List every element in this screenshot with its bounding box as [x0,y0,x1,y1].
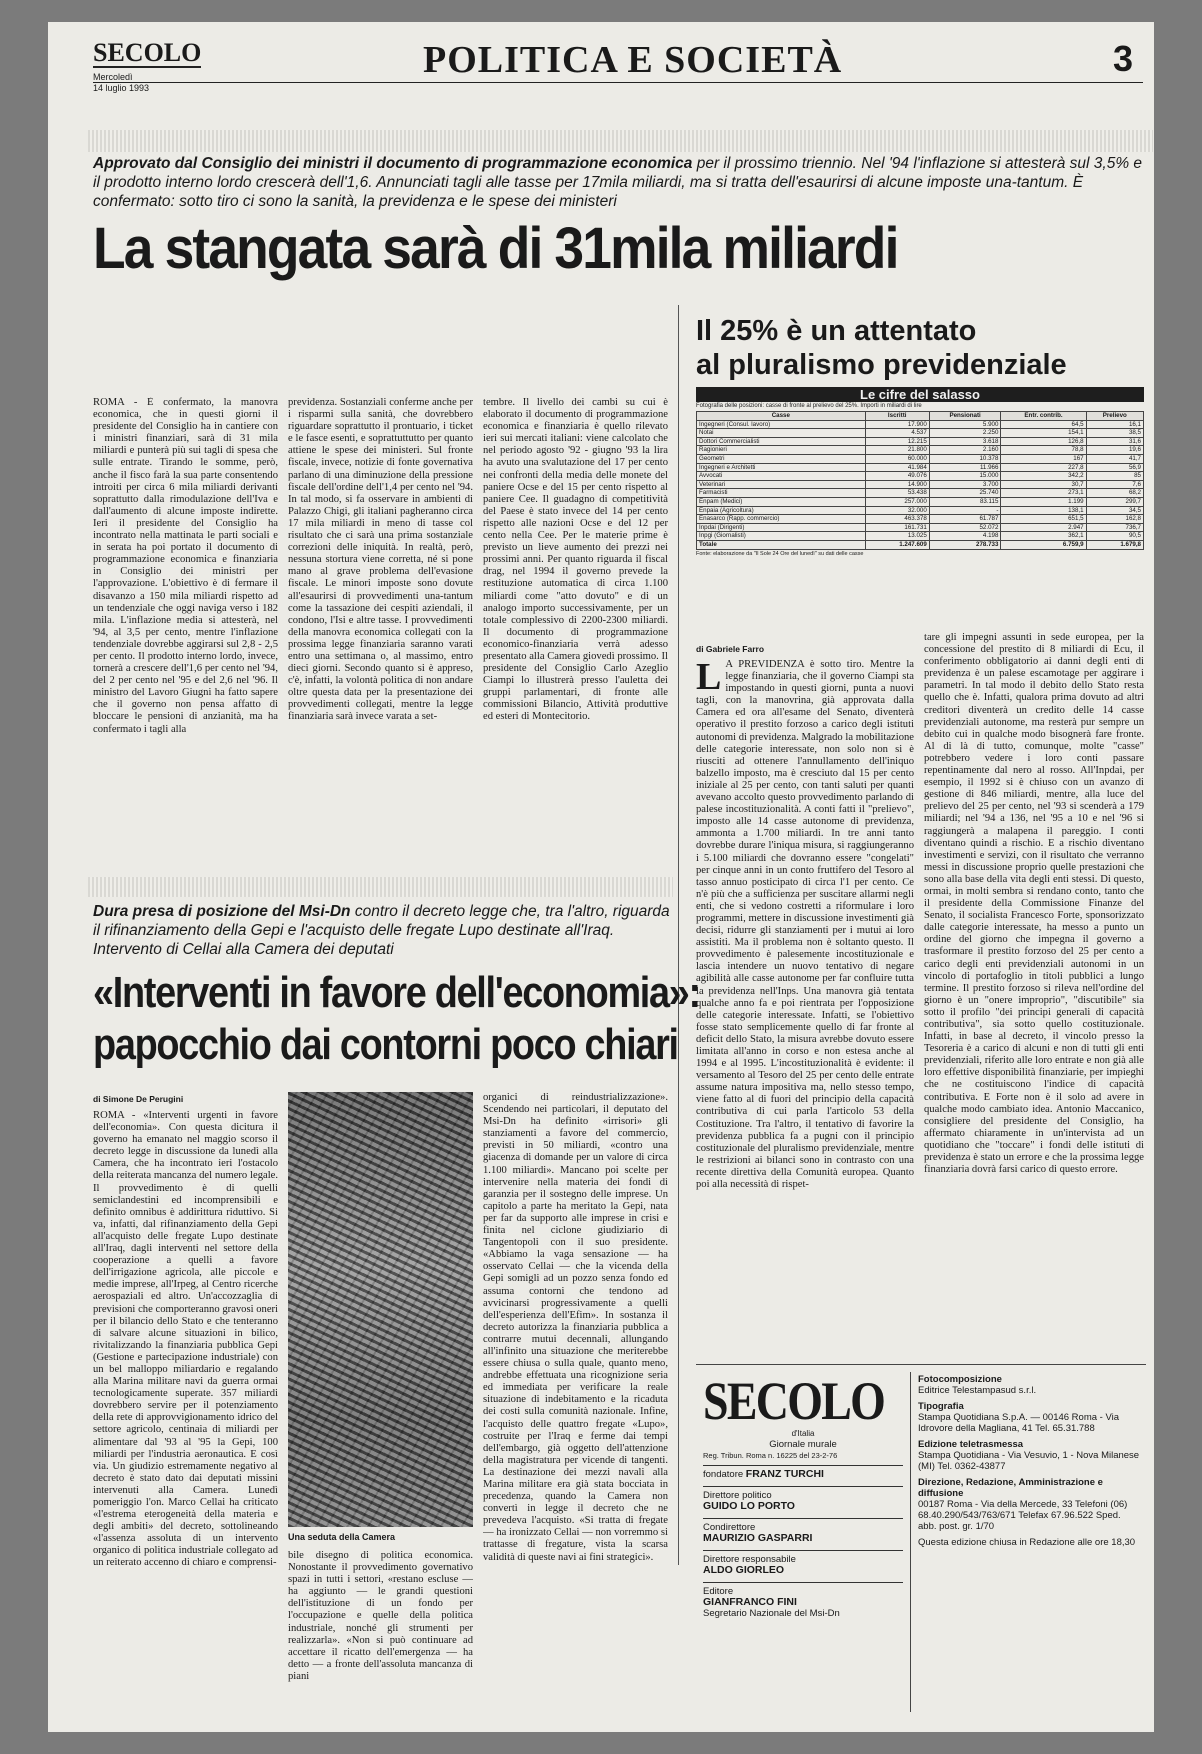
dir-resp-name: ALDO GIORLEO [703,1564,785,1576]
colophon-entry-text: Editrice Telestampasud s.r.l. [918,1385,1037,1396]
table-row [697,489,1144,498]
table-header-row [697,412,1144,421]
article3-byline: di Simone De Perugini [93,1094,184,1104]
table-row [697,532,1144,541]
article2-headline-line1: Il 25% è un attentato [696,315,977,347]
table-cell: Ragionieri [697,446,866,455]
table-header-cell: Iscritti [865,412,929,421]
article1-column-2 [288,397,473,863]
article1-col2-text: previdenza. Sostanziali conferme anche per i risparmi sulla sanità, che dovrebbero riguardare soprattutto il prontuario, i ticket e le fasce esenti, e soprattuttutto per quanto attiene le spese dei ministeri. Sul fronte fiscale, invece, notizie di fonte governativa parlano di una diminuzione della pressione fiscale dell'ordine dell'1,4 per cento nel '94. In tal modo, si fa osservare in ambienti di Palazzo Chigi, gli italiani pagheranno circa 17 mila miliardi in meno di tasse col risultato che ci sarà una prima sostanziale correzioni delle iniquità. In realtà, però, nessuna stortura viene corretta, né si pone mano al grave problema dell'evasione fiscale. Le minori imposte sono dovute all'esaurirsi di provvedimenti una-tantum come la tassazione dei cespiti aziendali, il condono, l'Isi e altre tasse. I provvedimenti della manovra economica collegati con la prossima legge finanziaria saranno varati entro una settimana o, al massimo, entro dieci giorni. Secondo quanto si è appreso, c'è, infatti, la volontà politica di non andare oltre questa data per la presentazione dei provvedimenti collegati, mentre la legge finanziaria sarà invece varata a set- [288,397,473,723]
article3-headline [93,967,700,1071]
table-row [697,480,1144,489]
colophon-entry-heading: Direzione, Redazione, Amministrazione e diffusione [918,1477,1103,1499]
table-cell: Veterinari [697,480,866,489]
table-row [697,506,1144,515]
article3-column-1 [93,1110,278,1710]
table-row [697,420,1144,429]
table-cell: 3.618 [929,437,1001,446]
founder-label: fondatore [703,1469,744,1480]
table-cell: 278.733 [929,540,1001,549]
table-cell: 736,7 [1086,523,1143,532]
editor-role: Segretario Nazionale del Msi-Dn [703,1608,840,1619]
section-title: POLITICA E SOCIETÀ [423,39,843,81]
top-band [88,130,1153,152]
table-cell: 126,8 [1001,437,1086,446]
table-cell: 14.900 [865,480,929,489]
table-cell: 227,8 [1001,463,1086,472]
table-cell: 25.740 [929,489,1001,498]
table-cell: 2.160 [929,446,1001,455]
table-cell: 138,1 [1001,506,1086,515]
article3-lead [93,902,673,959]
table-cell: 7,6 [1086,480,1143,489]
colophon-rule [696,1364,1146,1365]
table-cell: 60.000 [865,454,929,463]
table-cell: 15.000 [929,472,1001,481]
colophon-entry-text: Questa edizione chiusa in Redazione alle ore 18,30 [918,1537,1136,1548]
article3-headline-line2: papocchio dai contorni poco chiari [93,1020,678,1069]
article3-lead-rest: contro il decreto legge che, tra l'altro, riguarda il rifinanziamento della Gepi e l'acquisto delle fregate Lupo destinate all'Iraq. Intervento di Cellai alla Camera dei deputati [93,903,670,958]
footer-condir [703,1518,903,1544]
article1-column-1 [93,397,278,863]
table-cell: Inpdai (Dirigenti) [697,523,866,532]
table-row [697,463,1144,472]
table-cell: 3.700 [929,480,1001,489]
salasso-table [696,411,1144,550]
article1-headline: La stangata sarà di 31mila miliardi [93,216,898,281]
article1-column-3 [483,397,668,863]
table-cell: 6.759,9 [1001,540,1086,549]
table-cell: - [929,506,1001,515]
colophon-entry [918,1401,1140,1434]
footer-editor [703,1582,903,1619]
masthead-date [93,72,149,94]
table-cell: 34,5 [1086,506,1143,515]
footer-dir-pol [703,1486,903,1512]
table-row [697,446,1144,455]
table-cell: Notai [697,429,866,438]
article1-col1-text: ROMA - È confermato, la manovra economica, che in questi giorni il presidente del Consiglio ha in cantiere con i ministri finanziari, sarà di 31 mila miliardi e punterà più sui tagli di spesa che sulle entrate. Tirando le somme, però, anche il fisco farà la sua parte consentendo introiti per circa 6 mila miliardi derivanti soprattutto dalla rimodulazione dell'Iva e dall'aumento di alcune imposte indirette. Ieri il presidente del Consiglio ha incontrato nella mattinata le parti sociali e in serata ha poi portato il documento di programmazione economica e finanziaria in Consiglio dei ministri per l'approvazione. L'obiettivo è di fermare il disavanzo a 150 mila miliardi rispetto ad un tendenziale che oggi naviga verso i 182 mila. L'inflazione media si attesterà, nel '94, al 3,5 per cento, mentre l'inflazione tendenziale dovrebbe aggirarsi sul 2,8 - 2,5 per cento. Il prodotto interno lordo, invece, tornerà a crescere dell'1,6 per cento nel '94, del 2 per cento nel '95 e del 2,6 nel '96. Il ministro del Lavoro Giugni ha fatto sapere che il governo non pensa affatto di bloccare le pensioni di anzianità, ma ha confermato i tagli alla [93,397,278,735]
table-cell: 11.966 [929,463,1001,472]
table-cell: 78,8 [1001,446,1086,455]
colophon-entry-text: 00187 Roma - Via della Mercede, 33 Telefoni (06) 68.40.290/543/763/671 Telefax 67.96.522 Sped. abb. post. gr. 1/70 [918,1499,1128,1532]
article2-byline: di Gabriele Farro [696,644,765,654]
table-cell: 1.247.609 [865,540,929,549]
table-cell: 49.076 [865,472,929,481]
article2-col1-text: A PREVIDENZA è sotto tiro. Mentre la legge finanziaria, che il governo Ciampi sta impostando in questi giorni, punta a nuovi tagli, con la manovrina, già approvata dalla Camera ed ora all'esame del Senato, diventerà operativo il prestito forzoso a carico degli istituti autonomi di previdenza. Malgrado la mobilitazione delle categorie interessate, non solo non si è riusciti ad ottenere l'annullamento dell'iniquo balzello imposto, ma è cresciuto dal 15 per cento iniziale al 25 per cento, con tanti saluti per quanti avevano accolto questo provvedimento parlando di palese incostituzionalità. A conti fatti il "prelievo", imposto alle 14 casse autonome di previdenza, ammonta a 1.700 miliardi. In tre anni tanto dovrebbe durare l'iniqua misura, si raggiungeranno i 5.100 miliardi che dovranno essere "congelati" per cinque anni in un conto fruttifero del Tesoro al tasso annuo posticipato di circa l'1 per cento. Ce n'è più che a sufficienza per suscitare allarmi negli enti, che si vedono costretti a riformulare i loro programmi, mettere in discussione investimenti già decisi, ridurre gli stanziamenti per i mutui ai loro assistiti. Ma il problema non è soltanto questo. Il provvedimento è palesemente incostituzionale e lascia intendere un nuovo tentativo di negare agibilità alle casse autonome per far confluire tutta la previdenza nell'Inps. Una manovra già tentata qualche anno fa e poi rientrata per l'opposizione delle categorie interessate. Infatti, se l'obiettivo fosse stato semplicemente quello di far fronte al deficit dello Stato, la misura avrebbe dovuto essere limitata all'anno in corso e non estesa anche al 1994 e al 1995. L'incostituzionalità è evidente: il versamento al Tesoro del 25 per cento delle entrate assume natura impositiva ma, nello stesso tempo, viene fatto al di fuori del principio della capacità contributiva di cui parla l'articolo 53 della Costituzione. Tra l'altro, il tentativo di favorire la previdenza pubblica fa a pugni con il principio costituzionale del pluralismo previdenziale, mentre le restrizioni ai bilanci sono in contrasto con una recente direttiva della Comunità europea. Quanto poi alla necessità di rispet- [696,659,914,1191]
footer-reg: Reg. Tribun. Roma n. 16225 del 23-2-76 [703,1451,838,1460]
table-cell: 651,5 [1001,515,1086,524]
dir-pol-label: Direttore politico [703,1490,772,1501]
footer-dir-resp [703,1550,903,1576]
table-cell: 38,5 [1086,429,1143,438]
table-cell: Geometri [697,454,866,463]
colophon-entry-heading: Edizione teletrasmessa [918,1439,1024,1450]
table-cell: 83.115 [929,497,1001,506]
table-cell: 12.215 [865,437,929,446]
dropcap: L [696,659,722,698]
masthead-logo: SECOLO [93,38,202,67]
masthead-day: Mercoledì [93,72,133,82]
colophon-entry-text: Stampa Quotidiana - Via Vesuvio, 1 - Nova Milanese (MI) Tel. 0362-43877 [918,1450,1140,1472]
table-cell: 56,9 [1086,463,1143,472]
article2-headline-line2: al pluralismo previdenziale [696,349,1067,381]
table-cell: 1.199 [1001,497,1086,506]
table-title: Le cifre del salasso [696,387,1144,402]
table-note: Fonte: elaborazione da "Il Sole 24 Ore del lunedì" su dati delle casse [696,550,864,557]
table-header-cell: Casse [697,412,866,421]
article3-lead-bold: Dura presa di posizione del Msi-Dn [93,903,351,920]
table-row [697,515,1144,524]
table-cell: 161.731 [865,523,929,532]
table-row [697,472,1144,481]
table-cell: 2.250 [929,429,1001,438]
table-row [697,497,1144,506]
table-cell: Avvocati [697,472,866,481]
table-cell: 342,2 [1001,472,1086,481]
colophon-entry [918,1439,1140,1472]
table-body [697,420,1144,549]
article3-column-3 [483,1092,668,1710]
article2-headline [696,314,1146,382]
table-cell: Enpaia (Agricoltura) [697,506,866,515]
condir-label: Condirettore [703,1522,756,1533]
colophon-entry [918,1537,1140,1548]
article2-col2-text: tare gli impegni assunti in sede europea, per la concessione del prestito di 8 miliardi di Ecu, il conferimento obbligatorio ai danni degli enti di previdenza è un palese escamotage per aggirare i parametri. In tal modo il debito dello Stato resta quello che è. Infatti, qualora prima dovuto ad altri creditori diventerà un credito delle 14 casse previdenziali autonome, ma resterà pur sempre un debito cui in qualche modo bisognerà fare fronte. Al di là di tutto, comunque, molte "casse" potrebbero vedere i loro conti passare repentinamente dal nero al rosso. All'Inpdai, per esempio, il 1992 si è chiuso con un avanzo di gestione di 846 miliardi, mentre, alla luce del prelievo del 25 per cento, nel '93 si scenderà a 179 miliardi; nel '94 a 136, nel '95 a 10 e nel '96 si raggiungerà a malapena il pareggio. I conti diventano quindi a rischio. E a rischio diventano investimenti e servizi, con il risultato che verranno messi in discussione proprio quelle prestazioni che sono alla base della vita degli enti stessi. Di questo, ormai, in molti sembra si rendano conto, tanto che il presidente della Commissione Finanze del Senato, il socialista Francesco Forte, sponsorizzato dalle categorie interessate, ha messo a punto un ordine del giorno che impegna il governo a trasformare il prestito forzoso del 25 per cento a carico degli enti previdenziali autonomi in un vincolo di portafoglio in titoli pubblici a lungo termine. Il prestito forzoso si rileva nell'ordine del giorno è un "onere improprio", "discutibile" sia sotto il profilo "dei principi generali di capacità contributiva", sia sotto quello costituzionale. Infatti, in base al decreto, il vincolo presso la Tesoreria è a carico di alcuni e non di tutti gli enti previdenziali, riferito alle loro entrate e non già alle loro effettive disponibilità finanziarie, per impieghi che ne costituiscono l'indice di capacità contributiva. E Forte non è il solo ad avere in qualche modo cambiato idea. Antonio Maccanico, consigliere del presidente del Consiglio, ha affermato chiaramente in un'intervista ad un quotidiano che "toccare" i fondi delle istituti di previdenza è stato un errore e che la prossima legge finanziaria dovrà farsi carico di questo errore. [924,632,1144,1176]
salasso-table-box [696,387,1144,558]
footer-subtitle: Giornale murale [769,1439,837,1450]
table-cell: 4.198 [929,532,1001,541]
article1-lead [93,154,1143,211]
table-cell: 53.438 [865,489,929,498]
article3-column-2 [288,1550,473,1710]
colophon-left [703,1371,903,1619]
table-cell: 4.537 [865,429,929,438]
table-cell: 32.000 [865,506,929,515]
table-cell: 2.947 [1001,523,1086,532]
article1-lead-rest: per il prossimo triennio. Nel '94 l'inflazione si attesterà sul 3,5% e il prodotto interno lordo crescerà dell'1,6. Annunciati tagli alle tasse per 17mila miliardi, ma si tratta dell'esaurirsi di alcune imposte una-tantum. È confermato: sotto tiro ci sono la sanità, la previdenza e le spese dei ministeri [93,155,1143,210]
table-cell: 1.679,8 [1086,540,1143,549]
table-cell: 41.984 [865,463,929,472]
table-cell: Dottori Commercialisti [697,437,866,446]
table-cell: 299,7 [1086,497,1143,506]
article3-col2-text: bile disegno di politica economica. Nonostante il provvedimento governativo spazi in tutti i settori, «restano escluse — ha aggiunto — le grandi questioni dell'istituzione di un fondo per l'occupazione e quelle della politica industriale, nonché gli strumenti per realizzarla». «Non si può continuare ad accettare il ricatto dell'emergenza — ha detto — a fronte dell'assoluta mancanza di piani [288,1550,473,1682]
table-cell: 257.000 [865,497,929,506]
table-cell: 5.900 [929,420,1001,429]
table-cell: 21.800 [865,446,929,455]
footer-logo-sub: d'Italia [791,1429,815,1438]
table-cell: 17.900 [865,420,929,429]
table-cell: 30,7 [1001,480,1086,489]
table-cell: 61.787 [929,515,1001,524]
table-cell: 52.072 [929,523,1001,532]
table-row [697,540,1144,549]
table-cell: 90,5 [1086,532,1143,541]
table-subtitle: Fotografia delle posizioni: casse di fronte al prelievo del 25%. Importi in miliardi di lire [696,403,922,409]
table-cell: 41,7 [1086,454,1143,463]
table-cell: 463.378 [865,515,929,524]
article3-col3-text: organici di reindustrializzazione». Scendendo nei particolari, il deputato del Msi-Dn ha definito «irrisori» gli stanziamenti a favore del commercio, previsti in 50 miliardi, «contro una giacenza di domande per un valore di circa 1.100 miliardi». Mancano poi scelte per intervenire nella materia dei fondi di garanzia per il sostegno delle imprese. Un capitolo a parte ha meritato la Gepi, nata per far da supporto alle imprese in crisi e finita nel ciclone giudiziario di Tangentopoli con il suo presidente. «Abbiamo la vaga sensazione — ha osservato Cellai — che la vicenda della Gepi somigli ad un pozzo senza fondo ed assuma contorni che tendono ad avvicinarsi progressivamente a quelli dell'esperienza dell'Efim». In sostanza il decreto autorizza la finanziaria pubblica a contrarre mutui decennali, allungando all'infinito una situazione che meriterebbe essere chiusa o sulla quale, quanto meno, andrebbe effettuata una ricognizione seria ed immediata per verificare la reale situazione di indebitamento e la ricaduta dei costi sulla comunità nazionale. Infine, l'acquisto delle quattro fregate «Lupo», costruite per l'Iraq e ferme dai tempi dell'embargo, già oggetto dell'attenzione della magistratura per vicende di tangenti. La destinazione dei mezzi navali alla Marina militare era già stata bocciata in precedenza, quando la Camera non convertì in legge il decreto che ne prevedeva l'acquisto. «Si tratta di fregate — ha ironizzato Cellai — non vorremmo si trattasse di fregature, vista la scarsa validità di queste navi ai fini strategici». [483,1092,668,1563]
founder-name: FRANZ TURCHI [745,1468,824,1480]
table-cell: 167 [1001,454,1086,463]
colophon-entry-text: Stampa Quotidiana S.p.A. — 00146 Roma - Via Idrovore della Magliana, 41 Tel. 65.31.788 [918,1412,1120,1434]
table-header-cell: Entr. contrib. [1001,412,1086,421]
colophon-entry-heading: Tipografia [918,1401,964,1412]
table-cell: 362,1 [1001,532,1086,541]
page-number: 3 [1113,38,1134,79]
table-cell: Enpam (Medici) [697,497,866,506]
table-cell: 16,1 [1086,420,1143,429]
table-cell: 273,1 [1001,489,1086,498]
masthead [93,32,1143,102]
masthead-rule [93,82,1143,83]
colophon-divider [910,1372,911,1712]
table-row [697,437,1144,446]
colophon-entry-heading: Fotocomposizione [918,1374,1002,1385]
dir-pol-name: GUIDO LO PORTO [703,1500,795,1512]
colophon-entry [918,1374,1140,1396]
article1-lead-bold: Approvato dal Consiglio dei ministri il documento di programmazione economica [93,155,693,172]
footer-logo: SECOLO [703,1371,885,1431]
table-cell: Farmacisti [697,489,866,498]
column-divider [678,305,679,1565]
table-cell: 19,6 [1086,446,1143,455]
table-cell: Ingegneri (Consul. lavoro) [697,420,866,429]
mid-band [88,877,673,897]
parliament-photo [288,1092,473,1527]
table-cell: Ingegneri e Architetti [697,463,866,472]
table-header-cell: Prelievo [1086,412,1143,421]
article3-col1-text: ROMA - «Interventi urgenti in favore dell'economia». Con questa dicitura il governo ha emanato nel maggio scorso il decreto legge in discussione da lunedì alla Camera, che ha incontrato ieri l'ostacolo della reiterata mancanza del numero legale. Il provvedimento è di quelli semiclandestini ed incomprensibili e definito omnibus è addirittura riduttivo. Si va, infatti, dal rifinanziamento della Gepi all'acquisto delle fregate Lupo destinate all'Iraq, dagli interventi nel settore della cooperazione a quelli a favore dell'irrigazione agricola, alle piccole e medie imprese, all'Irpeg, al Centro ricerche aerospaziali ed altro. Un'accozzaglia di previsioni che comporteranno gravosi oneri per il bilancio dello Stato e che tenteranno di salvare alcune situazioni in bilico, rivitalizzando la finanziaria pubblica Gepi (Gestione e partecipazione industriale) con un bel malloppo miliardario e regalando alla Marina militare navi da guerra ormai tecnologicamente superate. 357 miliardi dovrebbero servire per il potenziamento della rete di approvvigionamento idrico del settore agricolo, centinaia di miliardi per alimentare dal '93 al '95 la Gepi, 100 miliardi per l'industria aeronautica. E così via. Un giudizio estremamente negativo al decreto è stato dato dai deputati missini intervenuti alla Camera. Lunedì pomeriggio l'on. Marco Cellai ha criticato «l'estrema eterogeneità della materia e degli ambiti» del decreto, sottolineando «l'assenza assoluta di un intervento organico di politica industriale collegato ad un reiterato accenno di chiaro e comprensi- [93,1110,278,1569]
editor-label: Editore [703,1586,734,1597]
photo-caption: Una seduta della Camera [288,1532,396,1542]
table-cell: 68,2 [1086,489,1143,498]
table-cell: 13.025 [865,532,929,541]
table-cell: Inpgi (Giornalisti) [697,532,866,541]
table-cell: 85 [1086,472,1143,481]
condir-name: MAURIZIO GASPARRI [703,1532,813,1544]
article2-column-2 [924,632,1144,1347]
newspaper-page [48,22,1154,1732]
masthead-date-value: 14 luglio 1993 [93,83,150,93]
table-header-cell: Pensionati [929,412,1001,421]
article3-headline-line1: «Interventi in favore dell'economia»: [93,968,700,1017]
table-cell: 64,5 [1001,420,1086,429]
table-cell: Totale [697,540,866,549]
dir-resp-label: Direttore responsabile [703,1554,796,1565]
article1-col3-text: tembre. Il livello dei cambi su cui è elaborato il documento di programmazione economica e finanziaria è quello rilevato ieri sui mercati italiani: viene calcolato che nel periodo agosto '92 - giugno '93 la lira ha avuto una svalutazione del 17 per cento nei confronti della media delle monete del paniere Ocse e del 15 per cento rispetto al paniere Cee. Il guadagno di competitività del Paese è stato invece del 14 per cento rispetto alle nazioni Ocse e del 12 per cento nella Cee. Per le materie prime è previsto un lieve aumento dei prezzi nei prossimi anni. Per quanto riguarda il fiscal drag, nel 1994 il governo prevede la restituzione automatica di circa 1.100 miliardi come "atto dovuto" e di un analogo importo successivamente, per un totale complessivo di 2200-2300 miliardi. Il documento di programmazione economico-finanziaria verrà adesso presentato alla Camera giovedì prossimo. Il presidente del Consiglio Carlo Azeglio Ciampi lo illustrerà presso l'auletta dei gruppi parlamentari, di fronte alle commissioni Bilancio, Attività produttive ed esteri di Montecitorio. [483,397,668,723]
footer-founder [703,1465,903,1480]
editor-name: GIANFRANCO FINI [703,1596,797,1608]
table-cell: 31,6 [1086,437,1143,446]
table-row [697,429,1144,438]
table-cell: 10.378 [929,454,1001,463]
table-cell: 162,8 [1086,515,1143,524]
table-cell: Enasarco (Rapp. commercio) [697,515,866,524]
table-row [697,523,1144,532]
colophon-right [918,1374,1140,1553]
table-row [697,454,1144,463]
table-cell: 154,1 [1001,429,1086,438]
colophon-entry [918,1477,1140,1532]
